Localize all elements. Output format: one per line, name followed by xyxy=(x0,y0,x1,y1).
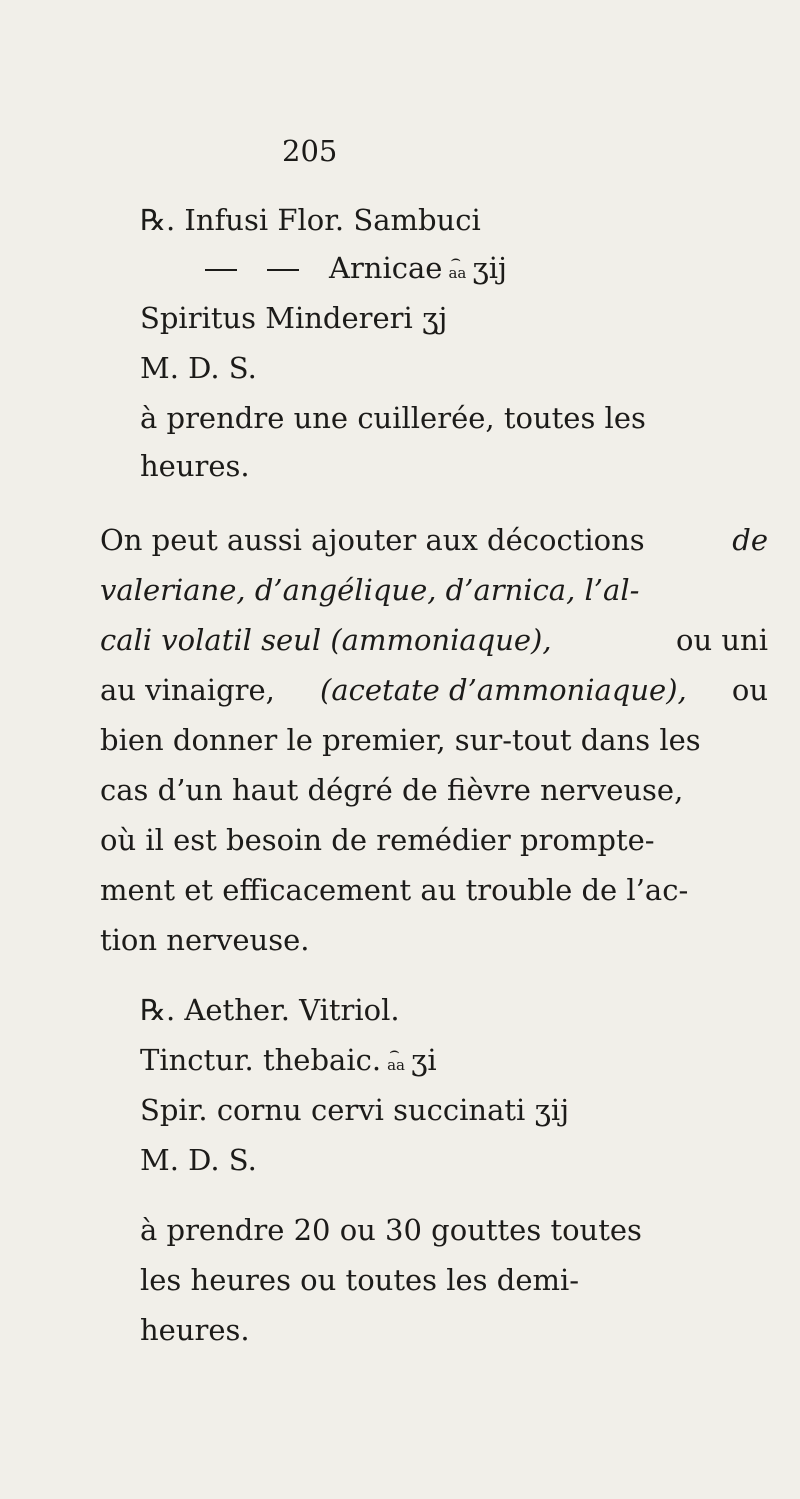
rx1-line-6: heures. xyxy=(140,449,250,483)
para-line-8: ment et efficacement au trouble de l’ac- xyxy=(100,873,689,907)
ana-mark: ⌢ aa xyxy=(387,1047,405,1083)
para-line-2 xyxy=(100,572,639,608)
ana-mark: ⌢ aa xyxy=(448,255,466,291)
para-line-6: cas d’un haut dégré de fièvre nerveuse, xyxy=(100,773,684,807)
ditto-dash xyxy=(267,269,299,271)
rx2-line-2 xyxy=(140,1042,437,1083)
para-italic: de xyxy=(732,523,768,557)
para-line-3 xyxy=(100,622,768,658)
para-italic: (acetate d’ammoniaque), xyxy=(320,673,687,707)
rx2-dose: ʒi xyxy=(410,1043,437,1077)
para-text: On peut aussi ajouter aux décoctions xyxy=(100,523,645,557)
para-italic: cali volatil seul (ammoniaque), xyxy=(100,623,552,657)
ditto-dash xyxy=(205,269,237,271)
para-text: ou uni xyxy=(676,623,768,657)
rx2-line-5: à prendre 20 ou 30 gouttes toutes xyxy=(140,1213,642,1247)
rx1-line-3: Spiritus Mindereri ʒj xyxy=(140,301,448,335)
rx1-line-4: M. D. S. xyxy=(140,351,257,385)
para-text: au vinaigre, xyxy=(100,673,275,707)
rx2-line-4: M. D. S. xyxy=(140,1143,257,1177)
rx1-line-2 xyxy=(205,250,507,291)
para-line-7: où il est besoin de remédier prompte- xyxy=(100,823,655,857)
para-line-4 xyxy=(100,672,768,708)
rx1-line-5: à prendre une cuillerée, toutes les xyxy=(140,401,646,435)
para-italic: valeriane, d’angélique, d’arnica, l’al- xyxy=(100,573,640,607)
rx1-line-1: ℞. Infusi Flor. Sambuci xyxy=(140,203,481,237)
page-number: 205 xyxy=(282,134,338,168)
rx2-line-1: ℞. Aether. Vitriol. xyxy=(140,993,400,1027)
rx2-line-6: les heures ou toutes les demi- xyxy=(140,1263,580,1297)
rx1-arnicae: Arnicae xyxy=(329,251,443,285)
rx1-dose: ʒij xyxy=(472,251,507,285)
para-text: ou xyxy=(731,673,768,707)
para-line-5: bien donner le premier, sur-tout dans les xyxy=(100,723,701,757)
para-line-9: tion nerveuse. xyxy=(100,923,310,957)
rx2-line-7: heures. xyxy=(140,1313,250,1347)
rx2-line-3: Spir. cornu cervi succinati ʒij xyxy=(140,1093,570,1127)
para-line-1 xyxy=(100,522,768,558)
rx2-tinctur: Tinctur. thebaic. xyxy=(140,1043,382,1077)
